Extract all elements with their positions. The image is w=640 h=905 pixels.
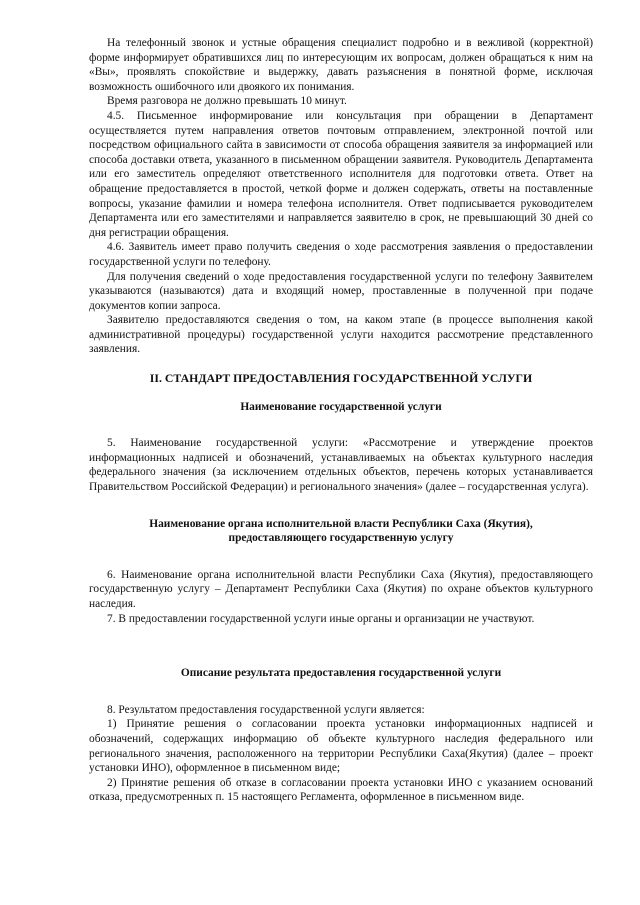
paragraph-conversation-time: Время разговора не должно превышать 10 минут. [107,95,347,108]
document-page [89,36,593,805]
paragraph-8: 8. Результатом предоставления государственной услуги является: [107,703,425,716]
subheading-executive-organ [89,517,593,546]
section-title: II. СТАНДАРТ ПРЕДОСТАВЛЕНИЯ ГОСУДАРСТВЕННОЙ УСЛУГИ [149,371,533,386]
subheading-service-name: Наименование государственной услуги [240,400,442,413]
paragraph-6: 6. Наименование органа исполнительной власти Республики Саха (Якутия), предоставляющего государственную услугу – Департамент Республики Саха (Якутия) по охране объектов культурного наследия. [89,568,593,610]
paragraph-8-item-1: 1) Принятие решения о согласовании проекта установки информационных надписей и обозначений, содержащих информацию об объекте культурного наследия федерального или регионального значения, расположенного на территории Республики Саха(Якутия) (далее – проект установки ИНО), оформленное в письменном виде; [89,718,593,775]
paragraph-7: 7. В предоставлении государственной услуги иные органы и организации не участвуют. [107,612,535,625]
paragraph-status-stage: Заявителю предоставляются сведения о том, на каком этапе (в процессе выполнения какой административной процедуры) государственной услуги находится рассмотрение представленного заявления. [89,314,593,356]
subheading-executive-organ-line-1: Наименование органа исполнительной власти Республики Саха (Якутия), [149,517,533,530]
paragraph-4-6: 4.6. Заявитель имеет право получить сведения о ходе рассмотрения заявления о предоставлении государственной услуги по телефону. [89,241,593,268]
subheading-service-result: Описание результата предоставления государственной услуги [180,667,502,680]
paragraph-4-5: 4.5. Письменное информирование или консультация при обращении в Департамент осуществляется путем направления ответов почтовым отправлением, электронной почтой или посредством официального сайта в зависимости от способа обращения заявителя за информацией или способа доставки ответа, указанного в письменном обращении заявителя. Руководитель Департамента или его заместитель определяют ответственного исполнителя для подготовки ответа. Ответ на обращение предоставляется в простой, четкой форме и должен содержать, ответы на поставленные вопросы, указание фамилии и номера телефона исполнителя. Ответ подписывается руководителем Департамента или его заместителями и направляется заявителю в срок, не превышающий 30 дней со дня регистрации обращения. [89,109,593,239]
subheading-executive-organ-line-2: предоставляющего государственную услугу [228,532,454,545]
paragraph-status-by-phone: Для получения сведений о ходе предоставления государственной услуги по телефону Заявителем указываются (называются) дата и входящий номер, проставленные в полученной при подаче документов копии запроса. [89,270,593,312]
paragraph-5: 5. Наименование государственной услуги: «Рассмотрение и утверждение проектов информационных надписей и обозначений, устанавливаемых на объектах культурного наследия федерального значения (за исключением отдельных объектов, перечень которых устанавливается Правительством Российской Федерации) и регионального значения» (далее – государственная услуга). [89,437,593,494]
paragraph-phone-consultation: На телефонный звонок и устные обращения специалист подробно и в вежливой (корректной) форме информирует обратившихся лиц по интересующим их вопросам, должен обращаться к ним на «Вы», проявлять спокойствие и выдержку, давать разъяснения в понятной форме, исключая возможность ошибочного или двоякого их понимания. [89,37,593,93]
paragraph-8-item-2: 2) Принятие решения об отказе в согласовании проекта установки ИНО с указанием оснований отказа, предусмотренных п. 15 настоящего Регламента, оформленное в письменном виде. [89,776,593,804]
